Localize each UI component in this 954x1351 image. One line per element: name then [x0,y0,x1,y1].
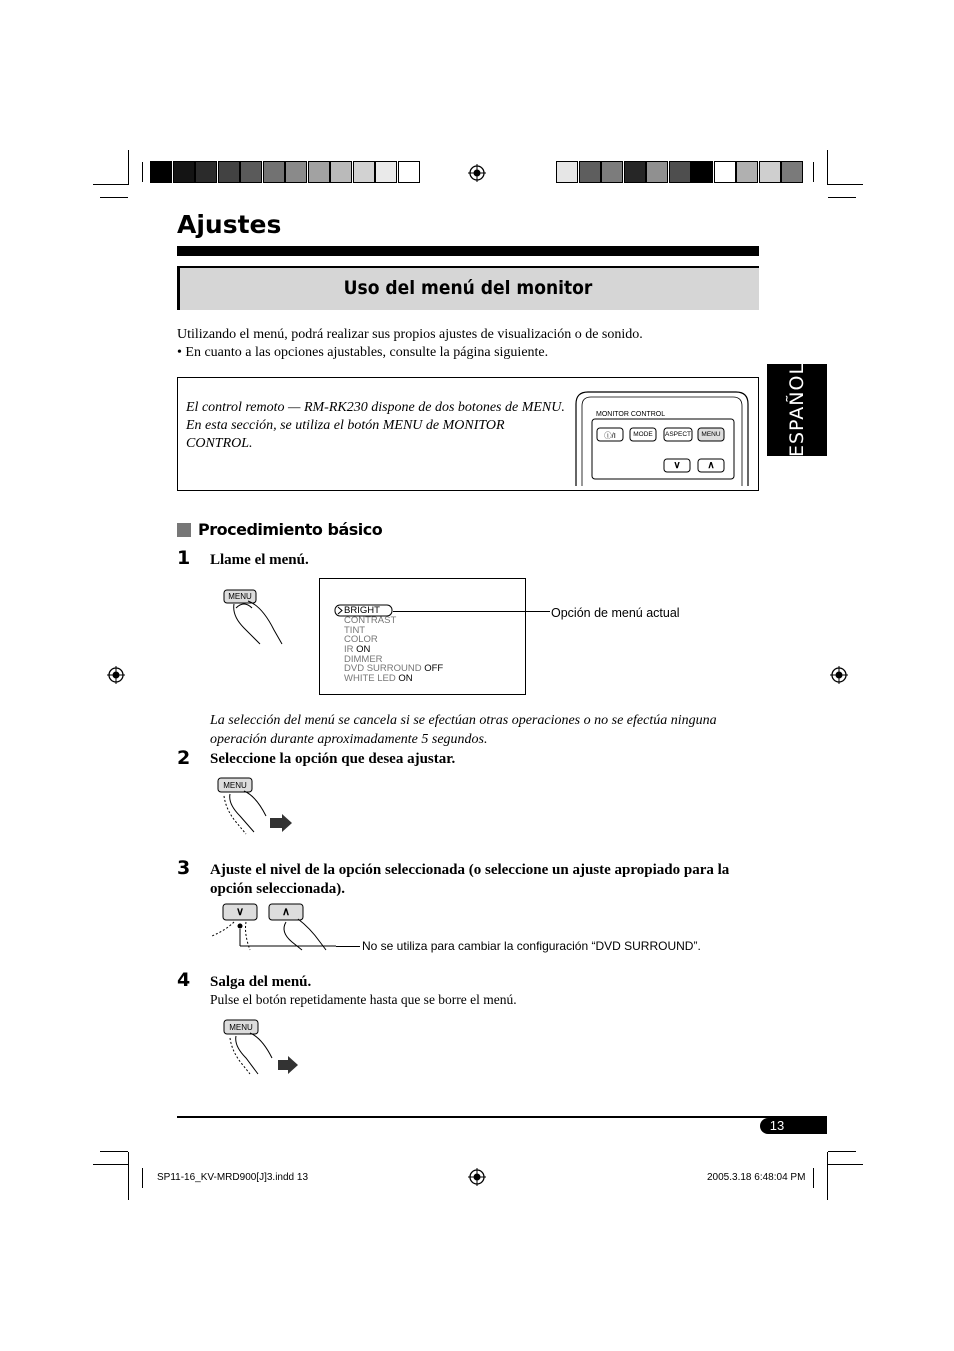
crop-mark [100,1151,128,1152]
language-tab-label: ESPAÑOL [786,362,808,458]
crop-mark [827,1152,828,1200]
color-swatch [195,161,217,183]
crop-mark [142,162,143,182]
color-swatch [759,161,781,183]
remote-up-label: ∧ [707,460,715,471]
crop-mark [827,150,828,185]
color-swatch [646,161,668,183]
page-title: Ajustes [177,210,282,239]
intro-bullet: • En cuanto a las opciones ajustables, consulte la página siguiente. [177,345,549,360]
color-swatch [263,161,285,183]
color-swatch [308,161,330,183]
menu-item: CONTRAST [344,615,397,626]
down-button-label: ∨ [235,906,245,918]
remote-section-label: MONITOR CONTROL [596,411,666,418]
crop-mark [142,1168,143,1188]
step-text: Ajuste el nivel de la opción seleccionada (o seleccione un ajuste apropiado para la opción seleccionada). [210,862,730,897]
crop-mark [828,197,856,198]
color-swatch [624,161,646,183]
color-swatch [240,161,262,183]
menu-button-label: MENU [223,781,247,790]
crop-mark [93,1164,128,1165]
color-swatch [150,161,172,183]
menu-button-label: MENU [228,592,252,601]
crop-mark [128,150,129,185]
registration-target-icon [468,1168,486,1186]
note-text: El control remoto — RM-RK230 dispone de dos botones de MENU. En esta sección, se utiliza el botón MENU de MONITOR CONTROL. [186,400,565,451]
section-title: Uso del menú del monitor [343,277,593,299]
dvd-surround-note: No se utiliza para cambiar la configuración “DVD SURROUND”. [362,939,701,953]
color-swatch [218,161,240,183]
menu-item-value: ON [356,644,371,655]
color-swatch [330,161,352,183]
registration-target-icon [830,666,848,684]
remote-menu-label: MENU [701,431,721,438]
step-number: 2 [177,747,191,769]
step-text: Seleccione la opción que desea ajustar. [210,751,456,767]
color-swatch [556,161,578,183]
registration-target-icon [107,666,125,684]
callout-line [393,611,550,612]
menu-item: TINT [344,625,366,636]
menu-item: DIMMER [344,654,383,665]
step-subtext: Pulse el botón repetidamente hasta que se borre el menú. [210,992,517,1007]
color-swatch [691,161,713,183]
color-swatch [736,161,758,183]
timeout-note: La selección del menú se cancela si se efectúan otras operaciones o no se efectúa ninguna operación durante aproximadamente 5 segundos. [210,713,717,747]
remote-power-label: ⓘ/I [604,431,616,440]
menu-item-value: ON [398,673,413,684]
menu-item-value: OFF [424,663,444,674]
color-swatch [579,161,601,183]
step-text: Salga del menú. [210,974,312,990]
crop-mark [93,184,128,185]
color-swatch [714,161,736,183]
crop-mark [828,1151,856,1152]
step-number: 4 [177,969,191,991]
menu-item: WHITE LED ON [344,673,413,684]
step-number: 1 [177,547,191,569]
intro-text [177,326,643,362]
color-swatch [173,161,195,183]
crop-mark [828,1164,863,1165]
menu-item: BRIGHT [344,605,380,616]
color-swatch [353,161,375,183]
crop-mark [128,1152,129,1200]
title-rule [177,246,759,256]
step-text: Llame el menú. [210,552,309,568]
menu-item: IR ON [344,644,371,655]
color-swatch [601,161,623,183]
up-button-label: ∧ [281,906,291,918]
registration-target-icon [468,164,486,182]
menu-button-label: MENU [229,1023,253,1032]
color-swatch [398,161,420,183]
subheading-square-icon [177,523,191,537]
procedure-heading: Procedimiento básico [198,520,383,539]
color-swatch [781,161,803,183]
remote-mode-label: MODE [633,431,653,438]
remote-down-label: ∨ [673,460,681,471]
callout-line [336,946,360,947]
crop-mark [100,197,128,198]
footer-filename: SP11-16_KV-MRD900[J]3.indd 13 [157,1172,309,1183]
footer-timestamp: 2005.3.18 6:48:04 PM [707,1172,806,1183]
menu-item: DVD SURROUND OFF [344,663,444,674]
color-swatch [375,161,397,183]
step-number: 3 [177,857,191,879]
color-swatch [669,161,691,183]
intro-line: Utilizando el menú, podrá realizar sus propios ajustes de visualización o de sonido. [177,327,643,342]
remote-aspect-label: ASPECT [664,431,691,438]
color-swatch [285,161,307,183]
bottom-rule [177,1116,827,1118]
menu-item: COLOR [344,634,378,645]
crop-mark [813,1168,814,1188]
crop-mark [813,162,814,182]
crop-mark [828,184,863,185]
page-number: 13 [769,1118,785,1133]
menu-callout-text: Opción de menú actual [551,606,680,620]
